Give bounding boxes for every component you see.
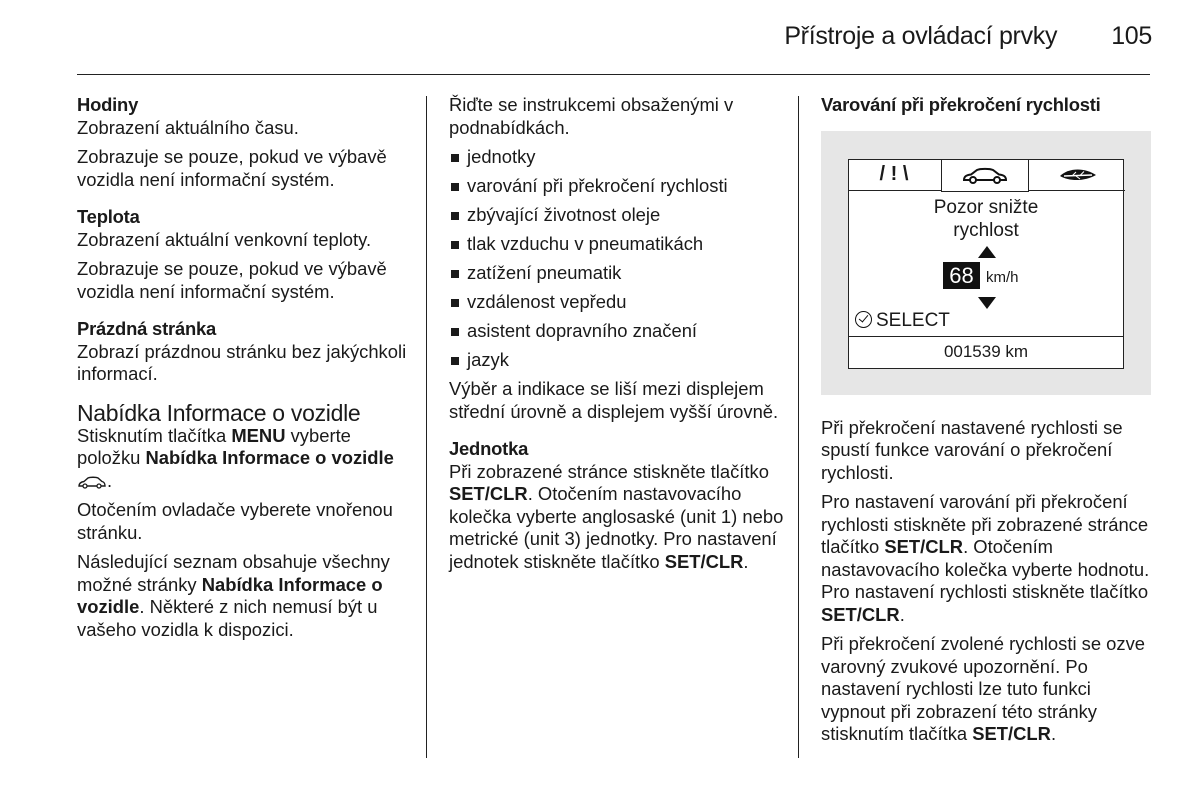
column-right (821, 94, 1151, 753)
paragraph: Následující seznam obsahuje všechny možné stránky Nabídka Informace o vozidle. Některé z nich nemusí být u vašeho vozidla k dispozici. (77, 551, 390, 640)
warning-text: Pozor snižte (933, 196, 1039, 218)
list-item: asistent dopravního značení (449, 320, 784, 343)
select-hint: SELECT (855, 309, 950, 333)
column-divider (798, 96, 799, 758)
paragraph: Zobrazení aktuální venkovní teploty. (77, 228, 372, 250)
page-header (784, 22, 1152, 51)
speed-value: 68 (943, 262, 980, 289)
section-heading-speed-warning: Varování při překročení rychlosti (821, 94, 1101, 115)
list-item: zbývající životnost oleje (449, 204, 784, 227)
car-icon (77, 475, 107, 489)
paragraph: Zobrazuje se pouze, pokud ve výbavě vozidla není informační systém. (77, 146, 387, 190)
column-middle (449, 94, 784, 580)
vehicle-tab (941, 160, 1029, 192)
section-heading-teplota: Teplota (77, 206, 140, 227)
arrow-down-icon (978, 297, 996, 309)
list-item: vzdálenost vepředu (449, 291, 784, 314)
column-left (77, 94, 407, 648)
list-item: varování při překročení rychlosti (449, 175, 784, 198)
paragraph: Zobrazení aktuálního času. (77, 116, 299, 138)
paragraph: Řiďte se instrukcemi obsaženými v podnabídkách. (449, 94, 734, 138)
column-divider (426, 96, 427, 758)
arrow-up-icon (978, 246, 996, 258)
section-heading-jednotka: Jednotka (449, 438, 529, 459)
section-heading-prazdna: Prázdná stránka (77, 318, 217, 339)
paragraph: Otočením ovladače vyberete vnořenou stránku. (77, 499, 393, 543)
list-item: tlak vzduchu v pneumatikách (449, 233, 784, 256)
check-circle-icon (855, 311, 872, 328)
eco-leaf-tab (1031, 160, 1125, 190)
submenu-list (449, 146, 784, 372)
display-illustration (821, 131, 1151, 395)
paragraph: Při překročení zvolené rychlosti se ozve varovný zvukové upozornění. Po nastavení rychlosti lze tuto funkci vypnout při zobrazení této stránky stisknutím tlačítka SET/CLR. (821, 633, 1146, 744)
paragraph: Při překročení nastavené rychlosti se spustí funkce varování o překročení rychlosti. (821, 416, 1123, 483)
section-heading-hodiny: Hodiny (77, 94, 139, 115)
tab-underline (849, 190, 941, 192)
warning-text: rychlost (953, 219, 1019, 241)
display-tabs (849, 160, 1123, 190)
list-item: jednotky (449, 146, 784, 169)
odometer: 001539 km (943, 341, 1029, 361)
paragraph: Zobrazuje se pouze, pokud ve výbavě vozidla není informační systém. (77, 258, 387, 302)
display-divider (849, 336, 1123, 338)
page-number: 105 (1111, 22, 1152, 50)
tab-underline (1029, 190, 1125, 192)
car-icon (960, 165, 1010, 185)
leaf-icon (1056, 166, 1100, 184)
paragraph: Stisknutím tlačítka MENU vyberte položku Nabídka Informace o vozidle . (77, 424, 394, 491)
speed-unit: km/h (986, 268, 1019, 286)
chapter-title: Přístroje a ovládací prvky (784, 22, 1058, 50)
section-heading-menu: Nabídka Informace o vozidle (77, 399, 361, 426)
paragraph: Při zobrazené stránce stiskněte tlačítko SET/CLR. Otočením nastavovacího kolečka vyberte anglosaské (unit 1) nebo metrické (unit 3) jednotky. Pro nastavení jednotek stiskněte tlačítko SET/CLR. (449, 460, 784, 572)
driver-info-display (848, 159, 1124, 369)
list-item: jazyk (449, 349, 784, 372)
paragraph: Výběr a indikace se liší mezi displejem střední úrovně a displejem vyšší úrovně. (449, 378, 779, 422)
header-rule (77, 74, 1150, 75)
paragraph: Pro nastavení varování při překročení rychlosti stiskněte při zobrazené stránce tlačítko SET/CLR. Otočením nastavovacího kolečka vyberte hodnotu. Pro nastavení rychlosti stiskněte tlačítko SET/CLR. (821, 491, 1150, 625)
paragraph: Zobrazí prázdnou stránku bez jakýchkoli informací. (77, 340, 407, 384)
road-icon: / ! \ (879, 163, 909, 186)
list-item: zatížení pneumatik (449, 262, 784, 285)
